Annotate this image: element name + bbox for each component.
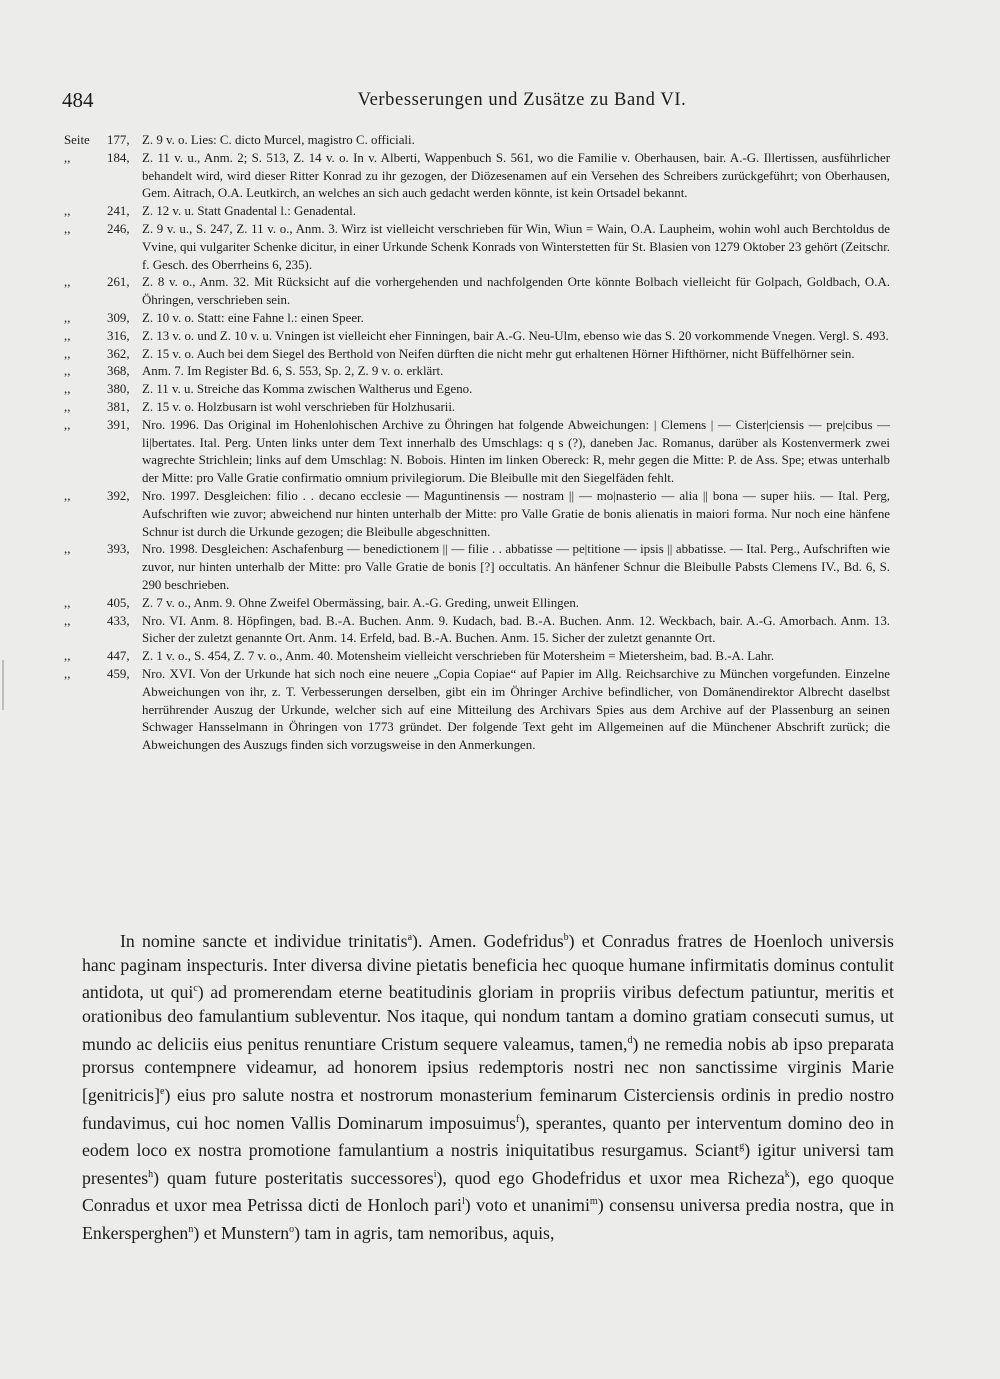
correction-ref	[64, 274, 142, 310]
correction-text: Nro. VI. Anm. 8. Höpfingen, bad. B.-A. Buchen. Anm. 9. Kudach, bad. B.-A. Buchen. Anm. 12. Weckbach, bair. A.-G. Amorbach. Anm. 13. Sicher der zuletzt genannte Ort. Anm. 14. Erfeld, bad. B.-A. Buchen. Anm. 15. Sicher der zuletzt genannte Ort.	[142, 613, 890, 646]
correction-lead: ,,	[64, 488, 71, 503]
charter-segment: ) voto et unanimi	[464, 1195, 590, 1216]
footnote-marker: d	[627, 1034, 633, 1046]
correction-lead: ,,	[64, 649, 71, 664]
correction-entry	[64, 488, 890, 541]
correction-entry	[64, 203, 890, 221]
footnote-marker: c	[193, 983, 198, 995]
correction-page: 362,	[107, 346, 130, 361]
charter-segment: ) consensu universa predia nostra, que in Enkersperghen	[82, 1195, 894, 1244]
correction-ref	[64, 221, 142, 274]
correction-ref	[64, 488, 142, 541]
correction-ref	[64, 346, 142, 364]
correction-entry	[64, 132, 890, 150]
correction-entry	[64, 541, 890, 594]
correction-ref	[64, 595, 142, 613]
page-header	[62, 88, 942, 118]
correction-page: 261,	[107, 275, 130, 290]
footnote-marker: g	[739, 1141, 745, 1153]
correction-lead: ,,	[64, 221, 71, 236]
correction-page: 316,	[107, 328, 130, 343]
correction-text: Nro. 1998. Desgleichen: Aschafenburg — benedictionem || — filie . . abbatisse — pe|titione — ipsis || abbatisse. — Ital. Perg., Aufschriften wie zuvor, nur hinten unterhalb der Mitte: pro Valle Gratie de bonis [?] occultatis. An hänfener Schnur die Bleibulle Pabsts Clemens IV., Bd. 6, S. 290 beschrieben.	[142, 542, 890, 592]
footnote-marker: h	[148, 1168, 154, 1180]
correction-entry	[64, 613, 890, 649]
correction-lead: ,,	[64, 346, 71, 361]
running-head: Verbesserungen und Zusätze zu Band VI.	[357, 90, 687, 110]
correction-text: Z. 10 v. o. Statt: eine Fahne l.: einen Speer.	[142, 310, 364, 325]
correction-ref	[64, 363, 142, 381]
correction-entry	[64, 346, 890, 364]
correction-ref	[64, 417, 142, 488]
correction-ref	[64, 666, 142, 755]
correction-entry	[64, 417, 890, 488]
correction-entry	[64, 150, 890, 203]
correction-ref	[64, 310, 142, 328]
correction-ref	[64, 648, 142, 666]
correction-lead: ,,	[64, 364, 71, 379]
correction-text: Z. 1 v. o., S. 454, Z. 7 v. o., Anm. 40. Motensheim vielleicht verschrieben für Motersheim = Mietersheim, bad. B.-A. Lahr.	[142, 649, 775, 664]
correction-lead: ,,	[64, 666, 71, 681]
charter-segment: In nomine sancte et individue trinitatis	[120, 930, 408, 951]
charter-segment: ) igitur universi tam presentes	[82, 1140, 895, 1188]
charter-segment: ) ne remedia nobis ab ipso preparata prorsus contempnere videamur, ad honorem ipsius redemptoris nostri nec non sanctissime virginis Marie [genitricis]	[82, 1033, 894, 1105]
correction-page: 391,	[107, 417, 130, 432]
correction-lead: ,,	[64, 204, 71, 219]
correction-lead: ,,	[64, 399, 71, 414]
correction-text: Z. 15 v. o. Holzbusarn ist wohl verschrieben für Holzhusarii.	[142, 399, 456, 414]
correction-lead: ,,	[64, 613, 71, 628]
correction-page: 392,	[107, 488, 130, 503]
correction-lead: Seite	[64, 133, 90, 147]
correction-entry	[64, 381, 890, 399]
correction-text: Z. 15 v. o. Auch bei dem Siegel des Berthold von Neifen dürften die nicht mehr gut erhaltenen Hörner Hifthörner, nicht Büffelhörner sein.	[142, 346, 855, 361]
charter-segment: ) quam future posteritatis successores	[153, 1167, 434, 1188]
correction-text: Z. 11 v. u., Anm. 2; S. 513, Z. 14 v. o. In v. Alberti, Wappenbuch S. 561, wo die Familie v. Oberhausen, bair. A.-G. Illertissen, ausführlicher behandelt wird, wird dieser Ritter Konrad zu ihr gezogen, der Diözesenamen auf ein Versehen des Schreibers zurückgeführt; von Oberhausen, Gem. Aitrach, O.A. Leutkirch, an welches an sich auch gedacht werden könnte, ist kein Ortsadel bekannt.	[142, 150, 890, 201]
correction-lead: ,,	[64, 382, 71, 397]
correction-ref	[64, 328, 142, 346]
correction-text: Z. 9 v. o. Lies: C. dicto Murcel, magistro C. officiali.	[142, 133, 415, 147]
footnote-marker: f	[515, 1113, 520, 1125]
footnote-marker: b	[563, 932, 569, 943]
correction-lead: ,,	[64, 595, 71, 610]
correction-ref	[64, 399, 142, 417]
correction-entry	[64, 310, 890, 328]
correction-page: 380,	[107, 382, 130, 397]
correction-page: 368,	[107, 364, 130, 379]
correction-page: 309,	[107, 310, 130, 325]
footnote-marker: a	[407, 932, 413, 943]
charter-segment: ), sperantes, quanto per interventum domino deo in eodem loco ex nostra promotione famulantium a nostris iniquitatibus resurgamus. Sciant	[82, 1112, 895, 1161]
correction-text: Z. 13 v. o. und Z. 10 v. u. Vningen ist vielleicht eher Finningen, bair A.-G. Neu-Ulm, ebenso wie das S. 20 vorkommende Vnegen. Vergl. S. 493.	[142, 328, 889, 343]
charter-segment: ) et Conradus fratres de Hoenloch universis hanc paginam inspecturis. Inter diversa divine pietatis beneficia hec quoque humane infirmitatis dominus contulit antidota, ut qui	[82, 930, 894, 1003]
correction-lead: ,,	[64, 542, 71, 557]
correction-ref	[64, 203, 142, 221]
footnote-marker: m	[589, 1196, 598, 1208]
correction-ref	[64, 541, 142, 594]
correction-ref	[64, 613, 142, 649]
corrections-list	[64, 132, 890, 755]
correction-page: 241,	[107, 204, 130, 219]
charter-segment: ) eius pro salute nostra et nostrorum monasterium feminarum Cisterciensis ordinis in predio nostro fundavimus, cui hoc nomen Vallis Dominarum imposuimus	[82, 1084, 894, 1133]
page-number: 484	[62, 88, 94, 112]
correction-page: 405,	[107, 595, 130, 610]
scan-edge-mark	[2, 660, 4, 710]
footnote-marker: i	[433, 1168, 437, 1180]
footnote-marker: o	[289, 1224, 295, 1236]
footnote-marker: n	[188, 1224, 194, 1236]
correction-ref	[64, 150, 142, 203]
correction-lead: ,,	[64, 150, 71, 165]
charter-segment: ). Amen. Godefridus	[412, 930, 564, 951]
correction-entry	[64, 648, 890, 666]
correction-entry	[64, 399, 890, 417]
correction-text: Nro. 1996. Das Original im Hohenlohischen Archive zu Öhringen hat folgende Abweichungen: | Clemens | — Cister|ciensis — pre|cibus — li|bertates. Ital. Perg. Unten links unter dem Text innerhalb des Umschlags: q s (?), daneben Jac. Romanus, darüber als Kostenvermerk zwei wagrechte Strichlein; links auf dem Umschlag: N. Bobois. Hinten im linken Obereck: R, mehr gegen die Mitte: P. de Ass. Spe; etwas unterhalb der Mitte: pro Valle Gratie confirmatio omnium privilegiorum. Die Bleibulle mit den Siegelfäden fehlt.	[142, 417, 890, 486]
correction-page: 184,	[107, 150, 130, 165]
charter-segment: ), ego quoque Conradus et uxor mea Petrissa dicti de Honloch pari	[82, 1167, 894, 1216]
correction-lead: ,,	[64, 328, 71, 343]
correction-page: 177,	[107, 133, 130, 147]
correction-page: 246,	[107, 221, 130, 236]
correction-page: 381,	[107, 399, 130, 414]
correction-entry	[64, 274, 890, 310]
correction-text: Z. 9 v. u., S. 247, Z. 11 v. o., Anm. 3. Wirz ist vielleicht verschrieben für Win, Wiun = Wain, O.A. Laupheim, wohin wohl auch Berchtoldus de Vvine, qui vulgariter Schenke dicitur, in einer Urkunde Schenk Konrads von Winterstetten für St. Blasien von 1279 Oktober 23 gehört (Zeitschr. f. Gesch. des Oberrheins 6, 235).	[142, 221, 890, 272]
charter-segment: ) ad promerendam eterne beatitudinis gloriam in propriis viribus defectum patiuntur, meritis et orationibus deo famulantium subleventur. Nos itaque, qui nondum tantam a domino gratiam consecuti sumus, ut mundo ac deliciis eius penitus renuntiare Cristum sequere valeamus, tamen,	[82, 982, 894, 1054]
correction-lead: ,,	[64, 417, 71, 432]
correction-text: Nro. XVI. Von der Urkunde hat sich noch eine neuere „Copia Copiae“ auf Papier im Allg. Reichsarchive zu München vorgefunden. Einzelne Abweichungen von ihr, z. T. Verbesserungen derselben, gibt ein im Öhringer Archive befindlicher, von Domänendirektor Albrecht daselbst herrührender Auszug der Urkunde, welcher sich auf eine Mitteilung des Archivars Spies aus dem Archive auf der Plassenburg an seinen Schwager Hansselmann in Öhringen von 1773 gründet. Der folgende Text geht im Allgemeinen auf die Münchener Abschrift zurück; die Abweichungen des Auszugs finden sich vorzugsweise in den Anmerkungen.	[142, 666, 890, 753]
charter-segment: ) tam in agris, tam nemoribus, aquis,	[294, 1223, 555, 1244]
charter-segment: ) et Munstern	[193, 1223, 290, 1244]
correction-page: 447,	[107, 649, 130, 664]
correction-text: Nro. 1997. Desgleichen: filio . . decano ecclesie — Maguntinensis — nostram || — mo|nasterio — alia || bona — super hiis. — Ital. Perg, Aufschriften wie zuvor; abweichend nur hinten unterhalb der Mitte: pro Valle Gratie de bonis alienatis in maiori forma. Nur noch eine hänfene Schnur ist durch die Urkunde gezogen; die Bleibulle abgeschnitten.	[142, 488, 890, 539]
correction-entry	[64, 363, 890, 381]
correction-text: Z. 12 v. u. Statt Gnadental l.: Genadental.	[142, 204, 356, 219]
correction-page: 433,	[107, 613, 130, 628]
charter-text	[82, 926, 894, 1246]
correction-entry	[64, 595, 890, 613]
correction-text: Anm. 7. Im Register Bd. 6, S. 553, Sp. 2, Z. 9 v. o. erklärt.	[142, 364, 444, 379]
correction-ref	[64, 381, 142, 399]
correction-ref	[64, 132, 142, 150]
correction-entry	[64, 221, 890, 274]
correction-text: Z. 7 v. o., Anm. 9. Ohne Zweifel Obermässing, bair. A.-G. Greding, unweit Ellingen.	[142, 595, 580, 610]
correction-text: Z. 11 v. u. Streiche das Komma zwischen Waltherus und Egeno.	[142, 382, 473, 397]
correction-entry	[64, 666, 890, 755]
correction-lead: ,,	[64, 310, 71, 325]
footnote-marker: e	[160, 1085, 165, 1097]
correction-lead: ,,	[64, 275, 71, 290]
correction-entry	[64, 328, 890, 346]
correction-page: 459,	[107, 666, 130, 681]
correction-text: Z. 8 v. o., Anm. 32. Mit Rücksicht auf die vorhergehenden und nachfolgenden Orte könnte Bolbach vielleicht für Golpach, Goldbach, O.A. Öhringen, verschrieben sein.	[142, 275, 890, 308]
footnote-marker: l	[461, 1196, 465, 1208]
correction-page: 393,	[107, 542, 130, 557]
footnote-marker: k	[784, 1168, 790, 1180]
charter-segment: ), quod ego Ghodefridus et uxor mea Richeza	[436, 1167, 785, 1188]
